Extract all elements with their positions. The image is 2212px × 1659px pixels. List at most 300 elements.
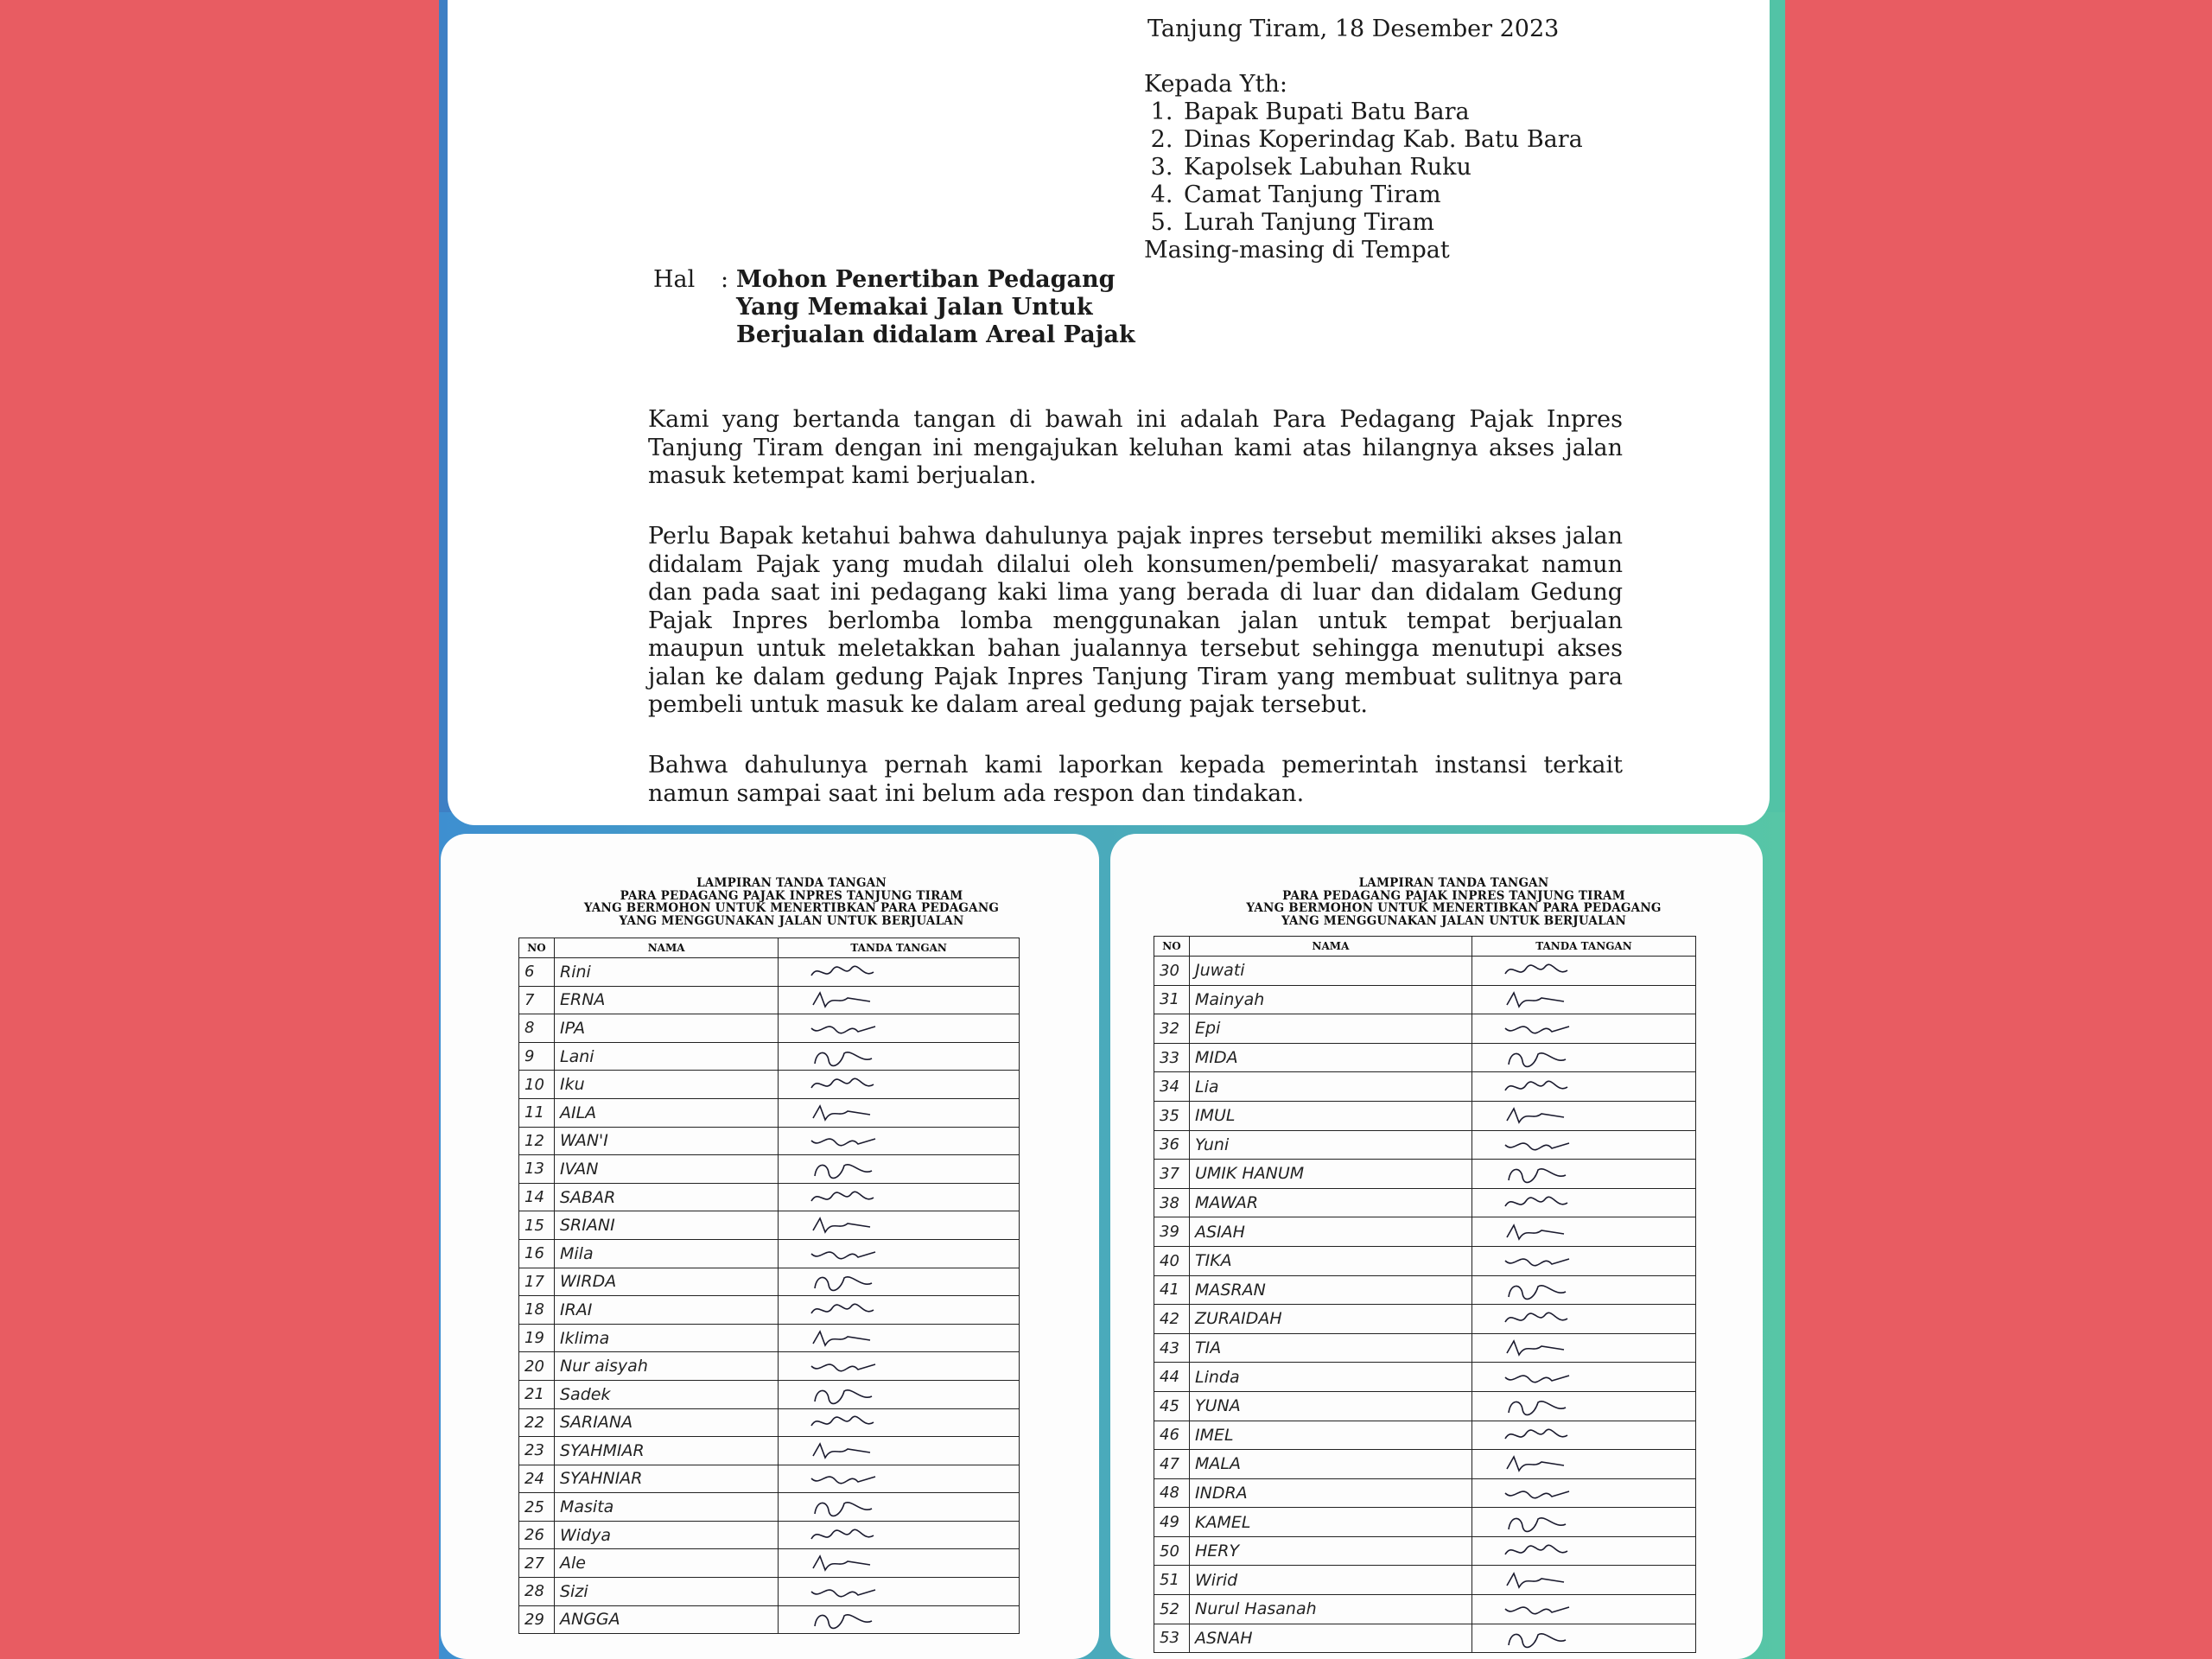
row-name: Juwati [1190, 957, 1472, 986]
row-name: SABAR [555, 1183, 779, 1211]
handwritten-signature [1503, 1425, 1573, 1446]
row-name: Lia [1190, 1072, 1472, 1102]
signature-stroke [815, 1052, 872, 1065]
signature-stroke [1507, 1225, 1564, 1239]
row-number: 29 [519, 1605, 555, 1634]
signature-stroke [1507, 1341, 1564, 1355]
signature-row [519, 1155, 1020, 1184]
row-signature [1471, 1450, 1695, 1479]
signature-stroke [1509, 1286, 1566, 1300]
signature-table [1154, 936, 1696, 1653]
row-name: Epi [1190, 1014, 1472, 1044]
handwritten-signature [1503, 1280, 1573, 1300]
row-name: Lani [555, 1042, 779, 1071]
subject-line: Yang Memakai Jalan Untuk [736, 294, 1093, 321]
handwritten-signature [810, 1130, 879, 1151]
handwritten-signature [810, 1046, 879, 1067]
handwritten-signature [810, 1187, 879, 1208]
sheet-heading-line: YANG MENGGUNAKAN JALAN UNTUK BERJUALAN [1281, 913, 1626, 928]
signature-row [1154, 1595, 1696, 1624]
row-signature [1471, 1101, 1695, 1130]
signature-row [519, 1071, 1020, 1099]
row-signature [779, 958, 1020, 987]
signature-row [1154, 1188, 1696, 1217]
signature-stroke [1507, 993, 1564, 1007]
signature-row [519, 1183, 1020, 1211]
signature-row [1154, 1536, 1696, 1566]
row-number: 40 [1154, 1246, 1190, 1275]
signature-stroke [1505, 1546, 1567, 1555]
signature-stroke [813, 1332, 870, 1345]
signature-row [1154, 1391, 1696, 1421]
signature-stroke [1507, 1457, 1564, 1471]
signature-row [519, 1578, 1020, 1606]
row-number: 39 [1154, 1217, 1190, 1247]
row-number: 31 [1154, 985, 1190, 1014]
signature-row [519, 1465, 1020, 1493]
handwritten-signature [810, 1553, 879, 1573]
row-name: Iklima [555, 1324, 779, 1352]
signature-row [1154, 1160, 1696, 1189]
handwritten-signature [1503, 1453, 1573, 1474]
row-number: 17 [519, 1268, 555, 1296]
row-signature [779, 1268, 1020, 1296]
recipients-heading: Kepada Yth: [1144, 71, 1287, 98]
signature-row [519, 1352, 1020, 1381]
row-name: Widya [555, 1521, 779, 1549]
signature-stroke [1505, 965, 1567, 975]
row-number: 49 [1154, 1508, 1190, 1537]
row-name: TIKA [1190, 1246, 1472, 1275]
signature-stroke [1505, 1197, 1567, 1206]
handwritten-signature [810, 1271, 879, 1292]
row-number: 25 [519, 1493, 555, 1522]
row-name: YUNA [1190, 1391, 1472, 1421]
row-signature [779, 1493, 1020, 1522]
handwritten-signature [810, 1412, 879, 1433]
recipient-item: 5. Lurah Tanjung Tiram [1180, 209, 1583, 237]
signature-row [519, 1408, 1020, 1437]
row-signature [1471, 1624, 1695, 1653]
handwritten-signature [1503, 1338, 1573, 1358]
row-number: 21 [519, 1380, 555, 1408]
row-name: AILA [555, 1098, 779, 1127]
signature-stroke [813, 993, 870, 1007]
signature-row [1154, 1508, 1696, 1537]
handwritten-signature [1503, 1367, 1573, 1388]
recipient-block [1144, 71, 1583, 264]
signature-stroke [1509, 1053, 1566, 1067]
handwritten-signature [810, 1159, 879, 1179]
row-signature [1471, 1566, 1695, 1595]
signature-row [1154, 1450, 1696, 1479]
row-name: Linda [1190, 1363, 1472, 1392]
row-name: ANGGA [555, 1605, 779, 1634]
row-name: Nur aisyah [555, 1352, 779, 1381]
handwritten-signature [1503, 1163, 1573, 1184]
row-signature [1471, 1072, 1695, 1102]
col-tanda-tangan: TANDA TANGAN [1471, 937, 1695, 957]
row-number: 8 [519, 1014, 555, 1043]
row-name: Yuni [1190, 1130, 1472, 1160]
handwritten-signature [810, 1497, 879, 1517]
row-number: 15 [519, 1211, 555, 1240]
signature-row [1154, 957, 1696, 986]
handwritten-signature [1503, 1250, 1573, 1271]
row-signature [779, 1605, 1020, 1634]
row-number: 50 [1154, 1536, 1190, 1566]
signature-row [1154, 1275, 1696, 1305]
signature-stroke [1505, 1259, 1569, 1266]
signature-row [1154, 1478, 1696, 1508]
row-name: UMIK HANUM [1190, 1160, 1472, 1189]
signature-row [519, 1127, 1020, 1155]
row-number: 14 [519, 1183, 555, 1211]
col-tanda-tangan: TANDA TANGAN [779, 938, 1020, 958]
handwritten-signature [1503, 1395, 1573, 1416]
row-number: 13 [519, 1155, 555, 1184]
row-number: 41 [1154, 1275, 1190, 1305]
signature-stroke [1505, 1027, 1569, 1033]
signature-stroke [1505, 1376, 1569, 1382]
signature-stroke [1509, 1169, 1566, 1183]
row-number: 16 [519, 1239, 555, 1268]
row-signature [779, 1183, 1020, 1211]
row-number: 9 [519, 1042, 555, 1071]
signature-row [519, 1211, 1020, 1240]
handwritten-signature [810, 1468, 879, 1489]
row-signature [779, 1239, 1020, 1268]
row-number: 45 [1154, 1391, 1190, 1421]
row-number: 30 [1154, 957, 1190, 986]
handwritten-signature [1503, 1105, 1573, 1126]
row-signature [779, 1437, 1020, 1465]
row-signature [779, 1578, 1020, 1606]
row-number: 19 [519, 1324, 555, 1352]
handwritten-signature [1503, 960, 1573, 981]
subject-colon: : [721, 266, 729, 293]
sheet-heading-line: LAMPIRAN TANDA TANGAN [1358, 876, 1549, 890]
row-signature [779, 1098, 1020, 1127]
row-name: Mainyah [1190, 985, 1472, 1014]
signature-stroke [1509, 1634, 1566, 1648]
row-signature [1471, 1246, 1695, 1275]
signature-row [1154, 1217, 1696, 1247]
row-name: ERNA [555, 986, 779, 1014]
row-number: 22 [519, 1408, 555, 1437]
row-signature [1471, 1043, 1695, 1072]
row-name: Wirid [1190, 1566, 1472, 1595]
row-signature [1471, 1536, 1695, 1566]
sheet-heading-line: PARA PEDAGANG PAJAK INPRES TANJUNG TIRAM [620, 888, 963, 903]
signature-stroke [1505, 1143, 1569, 1150]
row-signature [779, 1155, 1020, 1184]
signature-row [1154, 1305, 1696, 1334]
row-name: SARIANA [555, 1408, 779, 1437]
signature-row [519, 1493, 1020, 1522]
row-name: Mila [555, 1239, 779, 1268]
signature-row [519, 1014, 1020, 1043]
row-name: Nurul Hasanah [1190, 1595, 1472, 1624]
signature-row [519, 1296, 1020, 1325]
recipient-item: 4. Camat Tanjung Tiram [1180, 181, 1583, 209]
signature-stroke [815, 1165, 872, 1179]
signature-stroke [815, 1389, 872, 1403]
row-number: 38 [1154, 1188, 1190, 1217]
col-nama: NAMA [1190, 937, 1472, 957]
signature-sheet-left [441, 834, 1099, 1659]
row-name: IMEL [1190, 1421, 1472, 1450]
signature-stroke [811, 1417, 874, 1427]
row-name: SYAHNIAR [555, 1465, 779, 1493]
row-signature [779, 1127, 1020, 1155]
row-signature [779, 1211, 1020, 1240]
signature-stroke [815, 1615, 872, 1629]
signature-stroke [1505, 1313, 1567, 1323]
row-number: 28 [519, 1578, 555, 1606]
handwritten-signature [810, 1525, 879, 1546]
signature-table [518, 938, 1020, 1634]
row-signature [1471, 1275, 1695, 1305]
handwritten-signature [810, 1384, 879, 1405]
handwritten-signature [810, 1018, 879, 1039]
signature-stroke [811, 1364, 875, 1371]
subject-label: Hal [653, 266, 696, 293]
row-name: SRIANI [555, 1211, 779, 1240]
row-name: IVAN [555, 1155, 779, 1184]
row-number: 26 [519, 1521, 555, 1549]
signature-stroke [811, 1529, 874, 1539]
row-signature [779, 1521, 1020, 1549]
subject-text [736, 266, 1220, 349]
signature-row [1154, 1333, 1696, 1363]
signature-stroke [815, 1277, 872, 1291]
signature-row [1154, 1014, 1696, 1044]
recipients-closing: Masing-masing di Tempat [1144, 237, 1450, 264]
handwritten-signature [1503, 1483, 1573, 1503]
handwritten-signature [1503, 1192, 1573, 1213]
row-name: Masita [555, 1493, 779, 1522]
signature-stroke [1505, 1081, 1567, 1090]
row-number: 18 [519, 1296, 555, 1325]
row-name: WIRDA [555, 1268, 779, 1296]
row-signature [1471, 1188, 1695, 1217]
signature-row [519, 1549, 1020, 1578]
row-name: ASIAH [1190, 1217, 1472, 1247]
place-date: Tanjung Tiram, 18 Desember 2023 [1147, 16, 1560, 42]
handwritten-signature [810, 1215, 879, 1236]
row-name: WAN'I [555, 1127, 779, 1155]
handwritten-signature [810, 1074, 879, 1095]
row-number: 7 [519, 986, 555, 1014]
signature-stroke [1505, 1429, 1567, 1439]
handwritten-signature [810, 1300, 879, 1320]
handwritten-signature [1503, 1135, 1573, 1155]
signature-stroke [811, 966, 874, 976]
row-signature [779, 1549, 1020, 1578]
signature-stroke [815, 1503, 872, 1516]
col-nama: NAMA [555, 938, 779, 958]
handwritten-signature [1503, 1628, 1573, 1649]
row-signature [1471, 1160, 1695, 1189]
row-name: IRAI [555, 1296, 779, 1325]
row-signature [1471, 1130, 1695, 1160]
signature-row [519, 1521, 1020, 1549]
row-name: MIDA [1190, 1043, 1472, 1072]
row-signature [779, 1465, 1020, 1493]
row-signature [779, 1380, 1020, 1408]
row-number: 35 [1154, 1101, 1190, 1130]
signature-stroke [1505, 1491, 1569, 1498]
handwritten-signature [810, 989, 879, 1010]
signature-row [519, 1042, 1020, 1071]
row-name: HERY [1190, 1536, 1472, 1566]
row-name: SYAHMIAR [555, 1437, 779, 1465]
signature-stroke [811, 1252, 875, 1259]
handwritten-signature [1503, 1308, 1573, 1329]
row-number: 51 [1154, 1566, 1190, 1595]
row-signature [779, 1071, 1020, 1099]
signature-row [1154, 1072, 1696, 1102]
row-number: 53 [1154, 1624, 1190, 1653]
row-signature [1471, 957, 1695, 986]
recipient-item: 1. Bapak Bupati Batu Bara [1180, 99, 1583, 126]
signature-row [519, 986, 1020, 1014]
recipient-list [1144, 99, 1583, 237]
row-number: 33 [1154, 1043, 1190, 1072]
handwritten-signature [810, 962, 879, 982]
signature-stroke [813, 1106, 870, 1120]
row-number: 43 [1154, 1333, 1190, 1363]
signature-stroke [811, 1477, 875, 1484]
signature-stroke [1509, 1517, 1566, 1531]
col-no: NO [1154, 937, 1190, 957]
signature-row [1154, 1566, 1696, 1595]
row-signature [1471, 1305, 1695, 1334]
row-number: 24 [519, 1465, 555, 1493]
handwritten-signature [810, 1243, 879, 1264]
row-signature [779, 1042, 1020, 1071]
row-name: IMUL [1190, 1101, 1472, 1130]
signature-row [1154, 1130, 1696, 1160]
sheet-heading-line: PARA PEDAGANG PAJAK INPRES TANJUNG TIRAM [1282, 888, 1625, 903]
row-signature [1471, 1508, 1695, 1537]
letter-page [448, 0, 1770, 825]
handwritten-signature [1503, 1512, 1573, 1533]
signature-row [519, 1098, 1020, 1127]
row-signature [779, 1014, 1020, 1043]
row-number: 10 [519, 1071, 555, 1099]
handwritten-signature [1503, 1047, 1573, 1068]
signature-row [1154, 1624, 1696, 1653]
signature-stroke [811, 1139, 875, 1146]
row-number: 47 [1154, 1450, 1190, 1479]
row-number: 11 [519, 1098, 555, 1127]
row-name: KAMEL [1190, 1508, 1472, 1537]
row-signature [1471, 1014, 1695, 1044]
signature-row [519, 1239, 1020, 1268]
row-name: Iku [555, 1071, 779, 1099]
row-signature [1471, 1391, 1695, 1421]
row-number: 37 [1154, 1160, 1190, 1189]
row-signature [1471, 1333, 1695, 1363]
signature-row [519, 1268, 1020, 1296]
row-signature [779, 1296, 1020, 1325]
row-number: 6 [519, 958, 555, 987]
signature-row [1154, 1363, 1696, 1392]
signature-row [1154, 985, 1696, 1014]
body-paragraph-3: Bahwa dahulunya pernah kami laporkan kepada pemerintah instansi terkait namun sampai saat ini belum ada respon dan tindakan. [648, 752, 1623, 807]
handwritten-signature [1503, 1541, 1573, 1561]
row-signature [779, 1324, 1020, 1352]
subject-line: Mohon Penertiban Pedagang [736, 266, 1116, 293]
row-name: MAWAR [1190, 1188, 1472, 1217]
row-signature [1471, 1595, 1695, 1624]
row-number: 36 [1154, 1130, 1190, 1160]
row-name: TIA [1190, 1333, 1472, 1363]
handwritten-signature [810, 1103, 879, 1123]
signature-stroke [811, 1304, 874, 1313]
handwritten-signature [1503, 1018, 1573, 1039]
row-number: 23 [519, 1437, 555, 1465]
signature-stroke [811, 1192, 874, 1201]
row-signature [1471, 985, 1695, 1014]
row-name: Sizi [555, 1578, 779, 1606]
row-signature [779, 1408, 1020, 1437]
recipient-item: 2. Dinas Koperindag Kab. Batu Bara [1180, 126, 1583, 154]
signature-stroke [813, 1556, 870, 1570]
row-number: 32 [1154, 1014, 1190, 1044]
signature-row [519, 1380, 1020, 1408]
row-number: 27 [519, 1549, 555, 1578]
signature-row [1154, 1421, 1696, 1450]
row-signature [1471, 1217, 1695, 1247]
row-signature [779, 1352, 1020, 1381]
row-name: MASRAN [1190, 1275, 1472, 1305]
row-signature [1471, 1363, 1695, 1392]
row-name: Rini [555, 958, 779, 987]
row-number: 52 [1154, 1595, 1190, 1624]
handwritten-signature [810, 1609, 879, 1630]
recipient-item: 3. Kapolsek Labuhan Ruku [1180, 154, 1583, 181]
signature-row [519, 1437, 1020, 1465]
col-no: NO [519, 938, 555, 958]
signature-stroke [1507, 1109, 1564, 1122]
sheet-heading-line: YANG MENGGUNAKAN JALAN UNTUK BERJUALAN [619, 913, 964, 928]
signature-stroke [1507, 1573, 1564, 1587]
sheet-heading-line: YANG BERMOHON UNTUK MENERTIBKAN PARA PEDAGANG [1246, 901, 1662, 915]
row-number: 44 [1154, 1363, 1190, 1392]
row-name: Ale [555, 1549, 779, 1578]
body-paragraph-1: Kami yang bertanda tangan di bawah ini adalah Para Pedagang Pajak Inpres Tanjung Tiram dengan ini mengajukan keluhan kami atas hilangnya akses jalan masuk ketempat kami berjualan. [648, 406, 1623, 489]
handwritten-signature [1503, 1222, 1573, 1243]
signature-row [519, 1324, 1020, 1352]
row-name: ASNAH [1190, 1624, 1472, 1653]
handwritten-signature [1503, 1570, 1573, 1591]
row-name: Sadek [555, 1380, 779, 1408]
handwritten-signature [810, 1440, 879, 1461]
signature-stroke [1509, 1402, 1566, 1415]
signature-row [519, 1605, 1020, 1634]
handwritten-signature [1503, 1077, 1573, 1097]
signature-stroke [813, 1218, 870, 1232]
row-number: 42 [1154, 1305, 1190, 1334]
row-name: ZURAIDAH [1190, 1305, 1472, 1334]
row-signature [1471, 1421, 1695, 1450]
row-signature [1471, 1478, 1695, 1508]
signature-stroke [811, 1027, 875, 1033]
sheet-heading-line: LAMPIRAN TANDA TANGAN [696, 876, 887, 890]
